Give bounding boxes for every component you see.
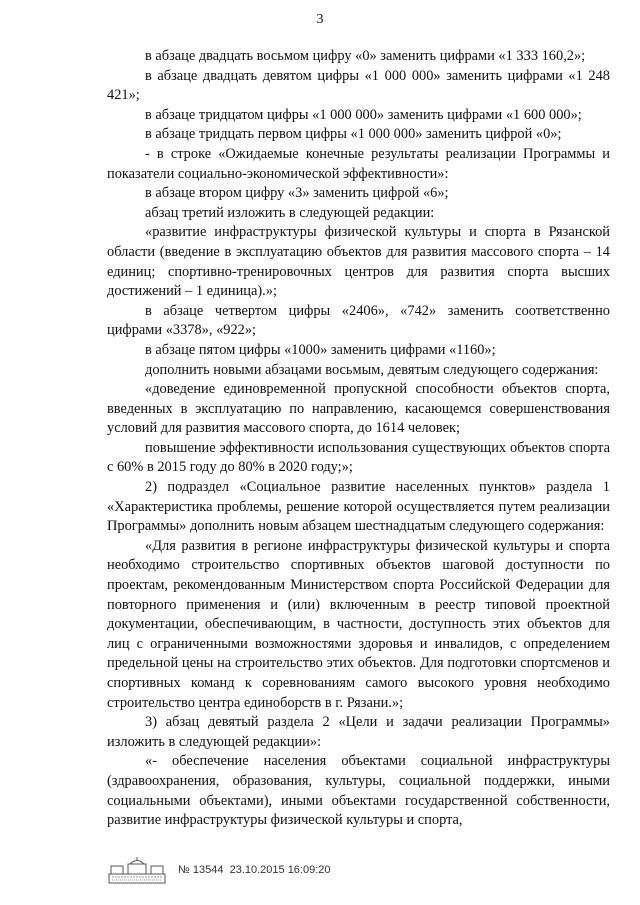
paragraph-15: «Для развития в регионе инфраструктуры физической культуры и спорта необходимо строительство спортивных объектов шаговой доступности по проектам, рекомендованным Министерством спорта Российской Федерации для повторного применения и (или) включенным в реестр типовой проектной документации, обеспечивающим, в частности, доступность этих объектов для лиц с ограниченными возможностями здоровья и инвалидов, с определением предельной цены на строительство этих объектов. Для подготовки спортсменов и спортивных команд к соревнованиям самого высокого уровня необходимо строительство центра единоборств в г. Рязани.»; bbox=[107, 537, 610, 711]
paragraph-1: в абзаце двадцать восьмом цифру «0» заменить цифрами «1 333 160,2»; bbox=[145, 48, 586, 64]
paragraph-16: 3) абзац девятый раздела 2 «Цели и задачи реализации Программы» изложить в следующей редакции»: bbox=[107, 714, 610, 750]
paragraph-4: в абзаце тридцать первом цифры «1 000 000» заменить цифрой «0»; bbox=[145, 126, 562, 143]
document-body bbox=[107, 47, 610, 831]
paragraph-14: 2) подраздел «Социальное развитие населенных пунктов» раздела 1 «Характеристика проблемы, решение которой осуществляется путем реализации Программы» дополнить новым абзацем шестнадцатым следующего содержания: bbox=[107, 479, 610, 535]
paragraph-13: повышение эффективности использования существующих объектов спорта с 60% в 2015 году до 80% в 2020 году;»; bbox=[107, 439, 610, 476]
paragraph-17: «- обеспечение населения объектами социальной инфраструктуры (здравоохранения, образования, культуры, социальной поддержки, иными социальными объектами), иными объектами государственной собственности, развитие инфраструктуры физической культуры и спорта, bbox=[107, 753, 610, 829]
document-footer bbox=[108, 850, 508, 890]
regional-government-building-icon bbox=[108, 856, 166, 884]
document-number: № 13544 bbox=[178, 864, 224, 876]
paragraph-11: дополнить новыми абзацами восьмым, девятым следующего содержания: bbox=[145, 361, 599, 378]
paragraph-6: в абзаце втором цифру «3» заменить цифрой «6»; bbox=[145, 185, 449, 202]
paragraph-8: «развитие инфраструктуры физической культуры и спорта в Рязанской области (введение в эксплуатацию объектов для развития массового спорта – 14 единиц; спортивно-тренировочных центров для развития спорта высших достижений – 1 единица).»; bbox=[107, 224, 610, 300]
paragraph-2: в абзаце двадцать девятом цифры «1 000 000» заменить цифрами «1 248 421»; bbox=[107, 67, 610, 104]
paragraph-7: абзац третий изложить в следующей редакции: bbox=[145, 204, 435, 221]
paragraph-9: в абзаце четвертом цифры «2406», «742» заменить соответственно цифрами «3378», «922»; bbox=[107, 302, 610, 339]
registration-stamp bbox=[178, 864, 331, 876]
page-number: 3 bbox=[316, 12, 324, 27]
registration-timestamp: 23.10.2015 16:09:20 bbox=[229, 864, 331, 876]
paragraph-10: в абзаце пятом цифры «1000» заменить цифрами «1160»; bbox=[145, 341, 496, 358]
paragraph-3: в абзаце тридцатом цифры «1 000 000» заменить цифрами «1 600 000»; bbox=[145, 106, 582, 123]
paragraph-5: - в строке «Ожидаемые конечные результаты реализации Программы и показатели социально-экономической эффективности»: bbox=[107, 145, 610, 182]
paragraph-12: «доведение единовременной пропускной способности объектов спорта, введенных в эксплуатацию по направлению, касающемся совершенствования условий для развития массового спорта, до 1614 человек; bbox=[107, 381, 610, 437]
